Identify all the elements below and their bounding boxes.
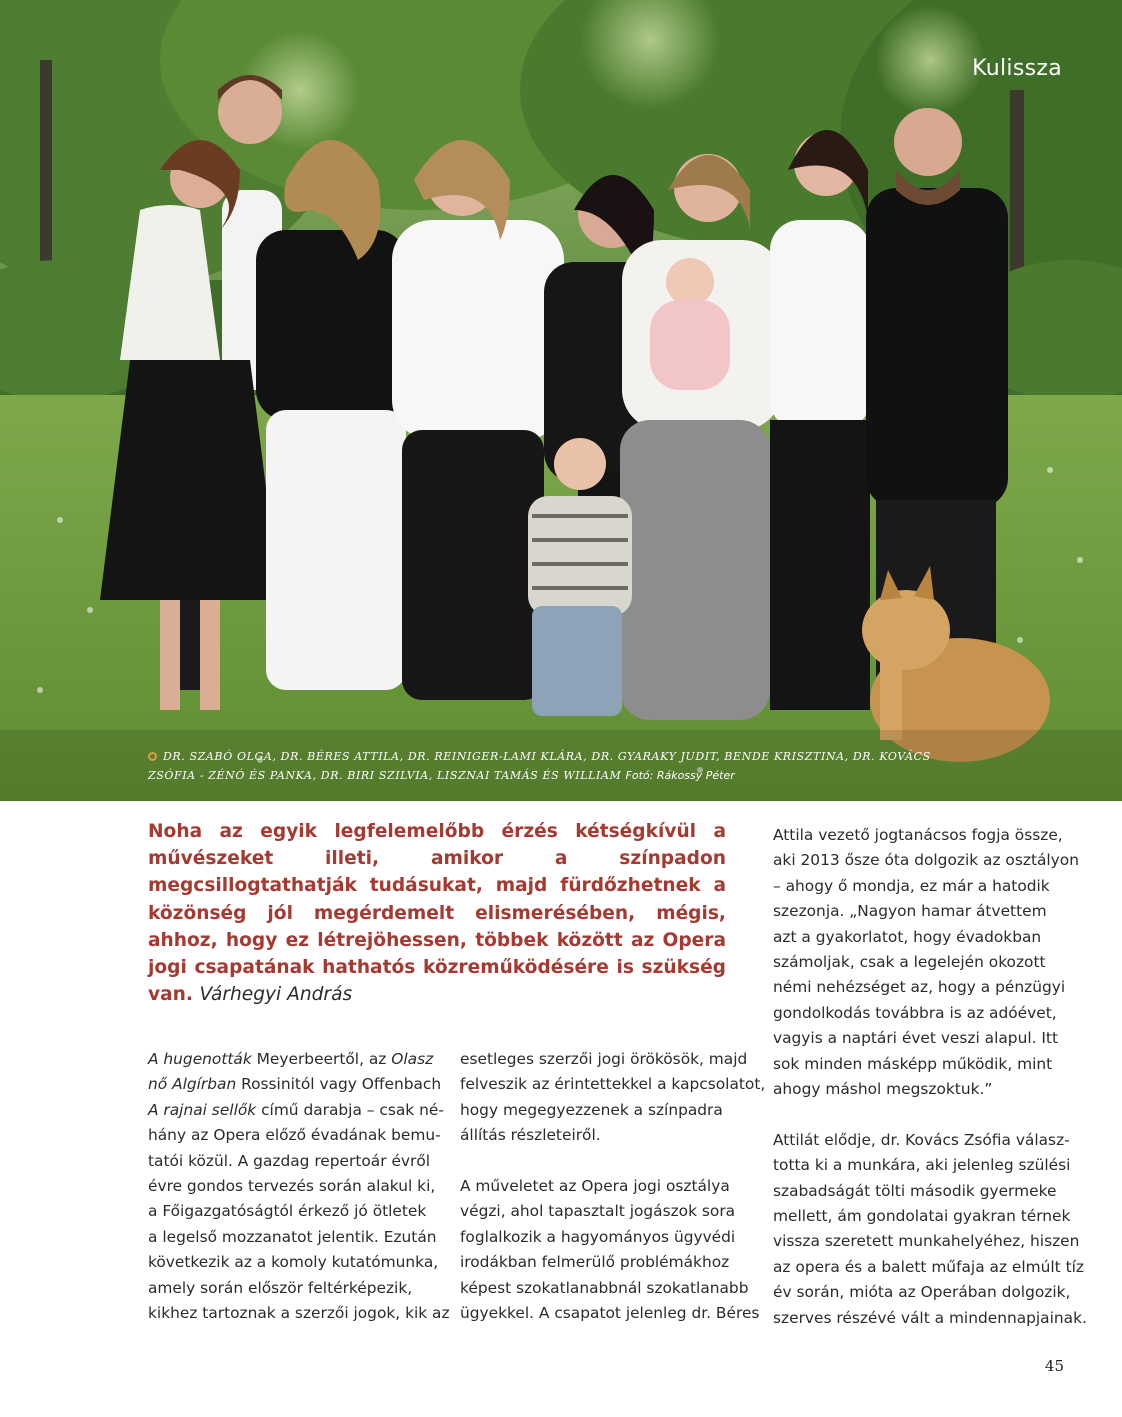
body-line: aki 2013 ősze óta dolgozik az osztályon (773, 851, 1079, 870)
body-line: mellett, ám gondolatai gyakran térnek (773, 1207, 1071, 1226)
body-line: sok minden másképp működik, mint (773, 1054, 1053, 1073)
body-line: kikhez tartoznak a szerzői jogok, kik az (148, 1304, 450, 1323)
body-line: némi nehézséget az, hogy a pénzügyi (773, 978, 1066, 997)
body-line: amely során először feltérképezik, (148, 1278, 413, 1297)
body-line: következik az a komoly kutatómunka, (148, 1253, 439, 1272)
body-line: foglalkozik a hagyományos ügyvédi (460, 1227, 736, 1246)
body-line: A hugenották Meyerbeertől, az Olasz (148, 1050, 434, 1068)
body-line: állítás részleteiről. (460, 1126, 601, 1145)
body-line: tatói közül. A gazdag repertoár évről (148, 1151, 431, 1170)
paragraph-gap (460, 1149, 765, 1174)
body-line: hány az Opera előző évadának bemu- (148, 1126, 441, 1145)
body-line: évre gondos tervezés során alakul ki, (148, 1177, 436, 1196)
body-line: vagyis a naptári évet veszi alapul. Itt (773, 1029, 1058, 1048)
caption-names: DR. SZABÓ OLGA, DR. BÉRES ATTILA, DR. REINIGER-LAMI KLÁRA, DR. GYARAKY JUDIT, BENDE KRISZTINA, DR. KOVÁCS ZSÓFIA - ZÉNÓ ÉS PANKA, DR. BIRI SZILVIA, LISZNAI TAMÁS ÉS WILLIAM (148, 750, 931, 782)
body-line: a Főigazgatóságtól érkező jó ötletek (148, 1202, 427, 1221)
body-line: A műveletet az Opera jogi osztálya (460, 1177, 730, 1196)
body-line: Attilát elődje, dr. Kovács Zsófia válasz- (773, 1130, 1070, 1149)
body-line: felveszik az érintettekkel a kapcsolatot, (460, 1075, 766, 1094)
body-line: szabadságát tölti második gyermeke (773, 1181, 1057, 1200)
caption-bullet-icon (148, 752, 157, 761)
lead-author: Várhegyi András (199, 984, 353, 1006)
body-line: vissza szeretett munkahelyéhez, hiszen (773, 1232, 1080, 1251)
photo-caption (148, 747, 948, 785)
body-line: szezonja. „Nagyon hamar átvettem (773, 902, 1047, 921)
body-line: képest szokatlanabbnál szokatlanabb (460, 1278, 749, 1297)
body-line: számoljak, csak a legelején okozott (773, 953, 1046, 972)
body-line: az opera és a balett műfaja az elmúlt tíz (773, 1257, 1084, 1276)
body-column-1 (148, 1047, 450, 1326)
body-line: a legelső mozzanatot jelentik. Ezután (148, 1227, 437, 1246)
page-number: 45 (1044, 1357, 1064, 1375)
body-line: végzi, ahol tapasztalt jogászok sora (460, 1202, 736, 1221)
body-line: A rajnai sellők című darabja – csak né- (148, 1100, 444, 1119)
body-line: hogy megegyezzenek a színpadra (460, 1100, 723, 1119)
body-line: – ahogy ő mondja, ez már a hatodik (773, 876, 1050, 895)
body-line: ügyekkel. A csapatot jelenleg dr. Béres (460, 1304, 760, 1323)
lead-paragraph (148, 818, 726, 1008)
paragraph-gap (773, 1102, 1087, 1127)
body-column-2 (460, 1047, 765, 1326)
body-line: gondolkodás továbbra is az adóévet, (773, 1003, 1057, 1022)
body-line: év során, mióta az Operában dolgozik, (773, 1283, 1071, 1302)
body-column-3 (773, 823, 1087, 1331)
body-line: ahogy máshol megszoktuk.” (773, 1080, 993, 1099)
body-line: irodákban felmerülő problémákhoz (460, 1253, 730, 1272)
section-label: Kulissza (972, 56, 1062, 81)
body-line: szerves részévé vált a mindennapjainak. (773, 1308, 1087, 1327)
body-line: nő Algírban Rossinitól vagy Offenbach (148, 1075, 442, 1094)
body-line: Attila vezető jogtanácsos fogja össze, (773, 826, 1063, 844)
body-line: esetleges szerzői jogi örökösök, majd (460, 1050, 748, 1068)
body-line: azt a gyakorlatot, hogy évadokban (773, 927, 1042, 946)
photo-credit: Fotó: Rákossy Péter (625, 769, 735, 782)
body-line: totta ki a munkára, aki jelenleg szülési (773, 1156, 1071, 1175)
lead-text: Noha az egyik legfelemelőbb érzés kétségkívül a művészeket illeti, amikor a színpadon megcsillogtathatják tudásukat, majd fürdőzhetnek a közönség jól megérdemelt elismerésében, mégis, ahhoz, hogy ez létrejöhessen, többek között az Opera jogi csapatának hathatós közreműködésére is szükség van. (148, 821, 726, 1006)
